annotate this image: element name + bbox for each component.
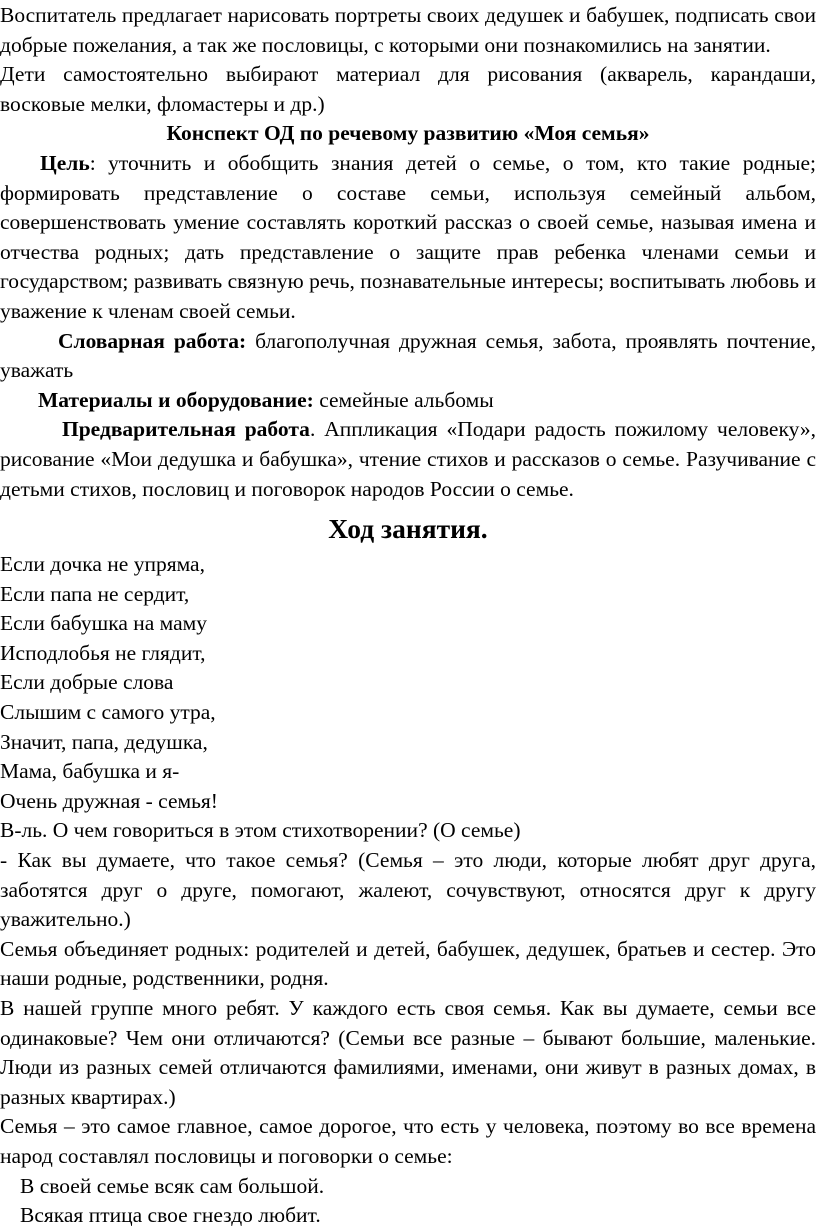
poem-line: Если добрые слова	[0, 670, 174, 695]
intro-paragraph-1: Воспитатель предлагает нарисовать портреты своих дедушек и бабушек, подписать свои добрые пожелания, а так же пословицы, с которыми они познакомились на занятии.	[0, 3, 816, 57]
vocab-text: благополучная дружная семья, забота, проявлять почтение, уважать	[0, 328, 816, 383]
materials-text: семейные альбомы	[313, 387, 494, 412]
poem-line: Значит, папа, дедушка,	[0, 729, 208, 754]
poem	[0, 550, 816, 816]
poem-line: Если дочка не упряма,	[0, 552, 205, 577]
materials-label: Материалы и оборудование:	[38, 387, 314, 412]
poem-line: Исподлобья не глядит,	[0, 640, 206, 665]
prep-label: Предварительная работа	[62, 417, 310, 442]
goal-text: : уточнить и обобщить знания детей о семье, о том, кто такие родные; формировать представление о составе семьи, используя семейный альбом, совершенствовать умение составлять короткий рассказ о своей семье, называя имена и отчества родных; дать представление о защите прав ребенка членами семьи и государством; развивать связную речь, познавательные интересы; воспитывать любовь и уважение к членам своей семьи.	[0, 150, 816, 323]
prep-text: . Аппликация «Подари радость пожилому человеку», рисование «Мои дедушка и бабушка», чтение стихов и рассказов о семье. Разучивание с детьми стихов, пословиц и поговорок народов России о семье.	[0, 417, 816, 501]
vocab-paragraph	[0, 327, 816, 386]
goal-paragraph	[0, 149, 816, 327]
question-2: - Как вы думаете, что такое семья? (Семья – это люди, которые любят друг друга, заботятся друг о друге, помогают, жалеют, сочувствуют, относятся друг к другу уважительно.)	[0, 848, 816, 932]
poem-line: Слышим с самого утра,	[0, 700, 216, 725]
paragraph-proverbs-intro: Семья – это самое главное, самое дорогое, что есть у человека, поэтому во все времена народ составлял пословицы и поговорки о семье:	[0, 1114, 816, 1168]
materials-paragraph	[0, 386, 816, 416]
goal-label: Цель	[40, 150, 90, 175]
summary-title: Конспект ОД по речевому развитию «Моя семья»	[166, 121, 650, 146]
poem-line: Мама, бабушка и я-	[0, 759, 180, 784]
prep-paragraph	[0, 415, 816, 504]
poem-line: Если папа не сердит,	[0, 581, 190, 606]
vocab-label: Словарная работа:	[58, 328, 247, 353]
intro-paragraph-2: Дети самостоятельно выбирают материал для рисования (акварель, карандаши, восковые мелки, фломастеры и др.)	[0, 62, 816, 116]
paragraph-group: В нашей группе много ребят. У каждого есть своя семья. Как вы думаете, семьи все одинаковые? Чем они отличаются? (Семьи все разные – бывают большие, маленькие. Люди из разных семей отличаются фамилиями, именами, они живут в разных домах, в разных квартирах.)	[0, 996, 816, 1109]
question-1: В-ль. О чем говориться в этом стихотворении? (О семье)	[0, 818, 521, 843]
poem-line: Очень дружная - семья!	[0, 788, 218, 813]
poem-line: Если бабушка на маму	[0, 611, 208, 636]
proverb-line: В своей семье всяк сам большой.	[20, 1173, 325, 1198]
proverb-line: Всякая птица свое гнездо любит.	[20, 1203, 321, 1228]
paragraph-family-unites: Семья объединяет родных: родителей и детей, бабушек, дедушек, братьев и сестер. Это наши родные, родственники, родня.	[0, 936, 816, 991]
lesson-title: Ход занятия.	[328, 513, 488, 545]
